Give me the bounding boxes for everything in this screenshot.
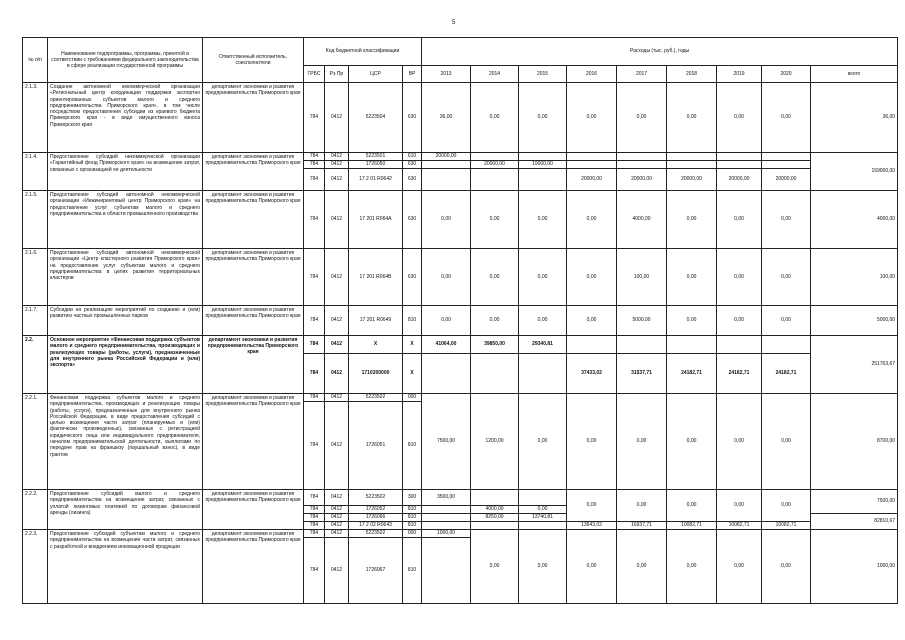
cell-2017: 100,00	[617, 249, 667, 306]
cell-2017: 0,00	[617, 490, 667, 522]
cell-csr: 5223502	[349, 490, 403, 506]
cell-vr: 000	[403, 530, 422, 538]
cell-2017: 4000,00	[617, 191, 667, 249]
header-2016: 2016	[567, 66, 617, 83]
cell-2015: 0,00	[519, 506, 567, 514]
cell-2018: 10082,71	[667, 522, 717, 530]
cell-2016: 0,00	[567, 83, 617, 153]
cell-2017: 0,00	[617, 83, 667, 153]
cell-2013: 20000,00	[422, 153, 471, 161]
row-num: 2.2.	[23, 336, 48, 394]
cell-grbs: 784	[304, 161, 325, 169]
cell-rzpr: 0412	[325, 506, 349, 514]
cell-grbs: 784	[304, 336, 325, 354]
row-num: 2.1.7.	[23, 306, 48, 336]
cell-vr: 630	[403, 249, 422, 306]
cell-2020: 0,00	[762, 530, 811, 604]
cell-2018: 0,00	[667, 191, 717, 249]
table-row	[23, 530, 898, 538]
cell-2015: 0,00	[519, 83, 567, 153]
cell-vr: 810	[403, 514, 422, 522]
row-name: Предоставление субсидий автономной некоммерческой организации «Инжиниринговый центр Приморского края» на предоставление услуг субъектам малого и среднего предпринимательства в области промышленного производства	[48, 191, 203, 249]
cell-2016: 0,00	[567, 490, 617, 522]
cell-rzpr: 0412	[325, 191, 349, 249]
cell-2018: 0,00	[667, 490, 717, 522]
cell-2015: 0,00	[519, 530, 567, 604]
cell-rzpr: 0412	[325, 306, 349, 336]
cell-2014: 0,00	[471, 83, 519, 153]
cell-2020: 20000,00	[762, 169, 811, 191]
row-num: 2.1.4.	[23, 153, 48, 191]
row-name: Предоставление субсидий некоммерческой организации «Гарантийный фонд Приморского края» на возмещение затрат, связанных с организацией ее деятельности	[48, 153, 203, 191]
cell-2019: 0,00	[717, 394, 762, 490]
cell-2014: 1200,00	[471, 394, 519, 490]
row-responsible: департамент экономики и развития предпринимательства Приморского края	[203, 306, 304, 336]
cell-total: 5000,00	[811, 306, 898, 336]
cell-2018: 0,00	[667, 530, 717, 604]
row-responsible: департамент экономики и развития предпринимательства Приморского края	[203, 530, 304, 604]
header-kbk: Код бюджетной классификации	[304, 38, 422, 66]
header-2020: 2020	[762, 66, 811, 83]
cell-vr: 000	[403, 394, 422, 402]
cell-vr: 810	[403, 506, 422, 514]
header-total: всего	[811, 66, 898, 83]
row-num: 2.2.1.	[23, 394, 48, 490]
cell-grbs: 784	[304, 402, 325, 490]
cell-rzpr: 0412	[325, 249, 349, 306]
header-2015: 2015	[519, 66, 567, 83]
cell-total: 7500,00	[811, 490, 898, 514]
cell-vr: 630	[403, 191, 422, 249]
cell-2013: 1000,00	[422, 530, 471, 538]
cell-2015: 0,00	[519, 191, 567, 249]
cell-2017: 31537,71	[617, 354, 667, 394]
cell-grbs: 784	[304, 191, 325, 249]
header-2019: 2019	[717, 66, 762, 83]
cell-2017: 5000,00	[617, 306, 667, 336]
cell-2018: 0,00	[667, 83, 717, 153]
cell-csr: 17 201 R0649	[349, 306, 403, 336]
cell-2013: 36,00	[422, 83, 471, 153]
cell-total: 82810,67	[811, 514, 898, 530]
header-name: Наименование подпрограммы, программы, принятой в соответствии с требованиями федерального законодательства в сфере реализации государственной программы	[48, 38, 203, 83]
cell-2016: 20000,00	[567, 169, 617, 191]
cell-rzpr: 0412	[325, 169, 349, 191]
row-num: 2.1.6.	[23, 249, 48, 306]
cell-2013: 7500,00	[422, 394, 471, 490]
cell-2020: 10082,71	[762, 522, 811, 530]
table-row	[23, 306, 898, 336]
cell-total: 251763,67	[811, 336, 898, 394]
cell-2014: 39850,00	[471, 336, 519, 354]
cell-2014: 0,00	[471, 249, 519, 306]
cell-2016: 0,00	[567, 249, 617, 306]
cell-2020: 0,00	[762, 490, 811, 522]
row-num: 2.2.2.	[23, 490, 48, 530]
row-responsible: департамент экономики и развития предпринимательства Приморского края	[203, 394, 304, 490]
cell-2015: 0,00	[519, 394, 567, 490]
cell-vr: 610	[403, 153, 422, 161]
cell-rzpr: 0412	[325, 538, 349, 604]
cell-2019: 0,00	[717, 530, 762, 604]
cell-vr: 300	[403, 490, 422, 506]
cell-csr: 17 201 R064A	[349, 191, 403, 249]
cell-2019: 0,00	[717, 191, 762, 249]
cell-2013: 0,00	[422, 306, 471, 336]
cell-rzpr: 0412	[325, 336, 349, 354]
cell-2017: 20000,00	[617, 169, 667, 191]
cell-rzpr: 0412	[325, 354, 349, 394]
cell-csr: 17 2 01 R0642	[349, 169, 403, 191]
cell-2015: 0,00	[519, 249, 567, 306]
cell-grbs: 784	[304, 306, 325, 336]
cell-rzpr: 0412	[325, 394, 349, 402]
cell-vr: Х	[403, 354, 422, 394]
row-num: 2.2.3.	[23, 530, 48, 604]
cell-2014: 4000,00	[471, 506, 519, 514]
cell-rzpr: 0412	[325, 530, 349, 538]
row-responsible: департамент экономики и развития предпринимательства Приморского края	[203, 336, 304, 394]
cell-2018: 20000,00	[667, 169, 717, 191]
cell-2017: 0,00	[617, 530, 667, 604]
cell-2016: 0,00	[567, 394, 617, 490]
cell-grbs: 784	[304, 249, 325, 306]
cell-csr: 17 2 02 R0643	[349, 522, 403, 530]
cell-2018: 0,00	[667, 249, 717, 306]
cell-2015: 0,00	[519, 306, 567, 336]
row-num: 2.1.5.	[23, 191, 48, 249]
cell-total: 100,00	[811, 249, 898, 306]
cell-vr: 810	[403, 306, 422, 336]
cell-2020: 24182,71	[762, 354, 811, 394]
cell-csr: 5223504	[349, 83, 403, 153]
cell-grbs: 784	[304, 394, 325, 402]
cell-2016: 37433,02	[567, 354, 617, 394]
cell-2019: 0,00	[717, 306, 762, 336]
cell-2019: 0,00	[717, 83, 762, 153]
cell-csr: 5223502	[349, 394, 403, 402]
row-name: Субсидии на реализацию мероприятий по созданию и (или) развитию частных промышленных парков	[48, 306, 203, 336]
cell-2013: 3500,00	[422, 490, 471, 506]
row-name: Предоставление субсидий малого и среднего предпринимательства на возмещение затрат, связанных с уплатой лизинговых платежей по договорам финансовой аренды (лизинга)	[48, 490, 203, 530]
cell-2020: 0,00	[762, 306, 811, 336]
cell-vr: 630	[403, 83, 422, 153]
cell-vr: 630	[403, 169, 422, 191]
table-row	[23, 153, 898, 161]
cell-vr: Х	[403, 336, 422, 354]
header-vr: ВР	[403, 66, 422, 83]
cell-2013: 0,00	[422, 249, 471, 306]
cell-2013: 0,00	[422, 191, 471, 249]
cell-2018: 24182,71	[667, 354, 717, 394]
row-num: 2.1.3.	[23, 83, 48, 153]
cell-total: 36,00	[811, 83, 898, 153]
cell-rzpr: 0412	[325, 161, 349, 169]
cell-rzpr: 0412	[325, 522, 349, 530]
cell-2015: 29340,81	[519, 336, 567, 354]
table-row	[23, 191, 898, 249]
cell-2019: 20000,00	[717, 169, 762, 191]
cell-2018: 0,00	[667, 394, 717, 490]
cell-grbs: 784	[304, 506, 325, 514]
budget-table	[22, 37, 898, 604]
header-responsible: Ответственный исполнитель, соисполнители	[203, 38, 304, 83]
header-csr: ЦСР	[349, 66, 403, 83]
cell-grbs: 784	[304, 83, 325, 153]
row-name: Финансовая поддержка субъектов малого и среднего предпринимательства, производящих и реализующих товары (работы, услуги), предназначенные для внутреннего рынка Российской Федерации, в виде предоставления субсидий с целью возмещения части затрат (планируемых и (или) фактически произведенных), связанных с регистрацией юридического лица или индивидуального предпринимателя, началом предпринимательской деятельности, выплатами по передаче прав на франшизу (паушальный взнос), в виде грантов	[48, 394, 203, 490]
cell-2018: 0,00	[667, 306, 717, 336]
cell-rzpr: 0412	[325, 490, 349, 506]
cell-2016: 0,00	[567, 530, 617, 604]
cell-vr: 630	[403, 161, 422, 169]
cell-2019: 0,00	[717, 249, 762, 306]
cell-2020: 0,00	[762, 394, 811, 490]
cell-total: 159000,00	[811, 153, 898, 191]
cell-csr: 1726051	[349, 402, 403, 490]
table-row	[23, 249, 898, 306]
table-row	[23, 83, 898, 153]
cell-2019: 24182,71	[717, 354, 762, 394]
cell-grbs: 784	[304, 169, 325, 191]
cell-total: 4000,00	[811, 191, 898, 249]
header-rzpr: Рз Пр	[325, 66, 349, 83]
row-name: Предоставление субсидий автономной некоммерческой организации «Центр кластерного развития Приморского края» на предоставление услуг субъектам малого и среднего предпринимательства в целях развития территориальных кластеров	[48, 249, 203, 306]
cell-2014: 0,00	[471, 530, 519, 604]
cell-rzpr: 0412	[325, 402, 349, 490]
cell-csr: 17 201 R064B	[349, 249, 403, 306]
cell-csr: 1726050	[349, 161, 403, 169]
cell-csr: 5223502	[349, 530, 403, 538]
cell-grbs: 784	[304, 530, 325, 538]
cell-2019: 10082,71	[717, 522, 762, 530]
cell-2013: 41064,00	[422, 336, 471, 354]
row-responsible: департамент экономики и развития предпринимательства Приморского края	[203, 153, 304, 191]
cell-2016: 0,00	[567, 306, 617, 336]
cell-grbs: 784	[304, 522, 325, 530]
cell-2019: 0,00	[717, 490, 762, 522]
cell-grbs: 784	[304, 153, 325, 161]
cell-csr: 1710200000	[349, 354, 403, 394]
header-2013: 2013	[422, 66, 471, 83]
cell-2015: 19000,00	[519, 161, 567, 169]
cell-rzpr: 0412	[325, 514, 349, 522]
header-2017: 2017	[617, 66, 667, 83]
cell-2015: 13740,81	[519, 514, 567, 522]
cell-csr: 1726066	[349, 514, 403, 522]
cell-2014: 0,00	[471, 306, 519, 336]
header-2014: 2014	[471, 66, 519, 83]
cell-vr: 810	[403, 538, 422, 604]
cell-rzpr: 0412	[325, 153, 349, 161]
cell-2014: 0,00	[471, 191, 519, 249]
cell-csr: Х	[349, 336, 403, 354]
cell-csr: 5223501	[349, 153, 403, 161]
cell-2017: 0,00	[617, 394, 667, 490]
cell-grbs: 784	[304, 538, 325, 604]
cell-csr: 1726067	[349, 538, 403, 604]
cell-2017: 16937,71	[617, 522, 667, 530]
row-responsible: департамент экономики и развития предпринимательства Приморского края	[203, 249, 304, 306]
table-row	[23, 490, 898, 506]
cell-2020: 0,00	[762, 249, 811, 306]
cell-2020: 0,00	[762, 191, 811, 249]
cell-vr: 810	[403, 402, 422, 490]
cell-2014: 8250,00	[471, 514, 519, 522]
row-name: Предоставление субсидий субъектам малого и среднего предпринимательства на возмещение части затрат, связанных с разработкой и внедрением инновационной продукции	[48, 530, 203, 604]
cell-rzpr: 0412	[325, 83, 349, 153]
cell-2014: 20000,00	[471, 161, 519, 169]
cell-total: 8700,00	[811, 394, 898, 490]
header-grbs: ГРБС	[304, 66, 325, 83]
cell-2016: 0,00	[567, 191, 617, 249]
cell-grbs: 784	[304, 490, 325, 506]
cell-grbs: 784	[304, 354, 325, 394]
cell-grbs: 784	[304, 514, 325, 522]
header-2018: 2018	[667, 66, 717, 83]
cell-2016: 13643,02	[567, 522, 617, 530]
page-number: 5	[452, 20, 456, 26]
table-row	[23, 336, 898, 354]
cell-2020: 0,00	[762, 83, 811, 153]
header-expenses: Расходы (тыс. руб.), годы	[422, 38, 898, 66]
row-responsible: департамент экономики и развития предпринимательства Приморского края	[203, 191, 304, 249]
header-num: № п/п	[23, 38, 48, 83]
cell-vr: 810	[403, 522, 422, 530]
cell-total: 1000,00	[811, 530, 898, 604]
row-name: Основное мероприятие «Финансовая поддержка субъектов малого и среднего предпринимательства, производящих и реализующих товары (работы, услуги), предназначенные для внутреннего рынка Российской Федерации и (или) экспорта»	[48, 336, 203, 394]
row-responsible: департамент экономики и развития предпринимательства Приморского края	[203, 490, 304, 530]
table-row	[23, 394, 898, 402]
row-name: Создание автономной некоммерческой организации «Региональный центр координации поддержки экспортно ориентированных субъектов малого и среднего предпринимательства Приморского края», в том числе посредством предоставления субсидии из краевого бюджета Приморского края - в виде имущественного взноса Приморского края	[48, 83, 203, 153]
cell-csr: 1726052	[349, 506, 403, 514]
row-responsible: департамент экономики и развития предпринимательства Приморского края	[203, 83, 304, 153]
